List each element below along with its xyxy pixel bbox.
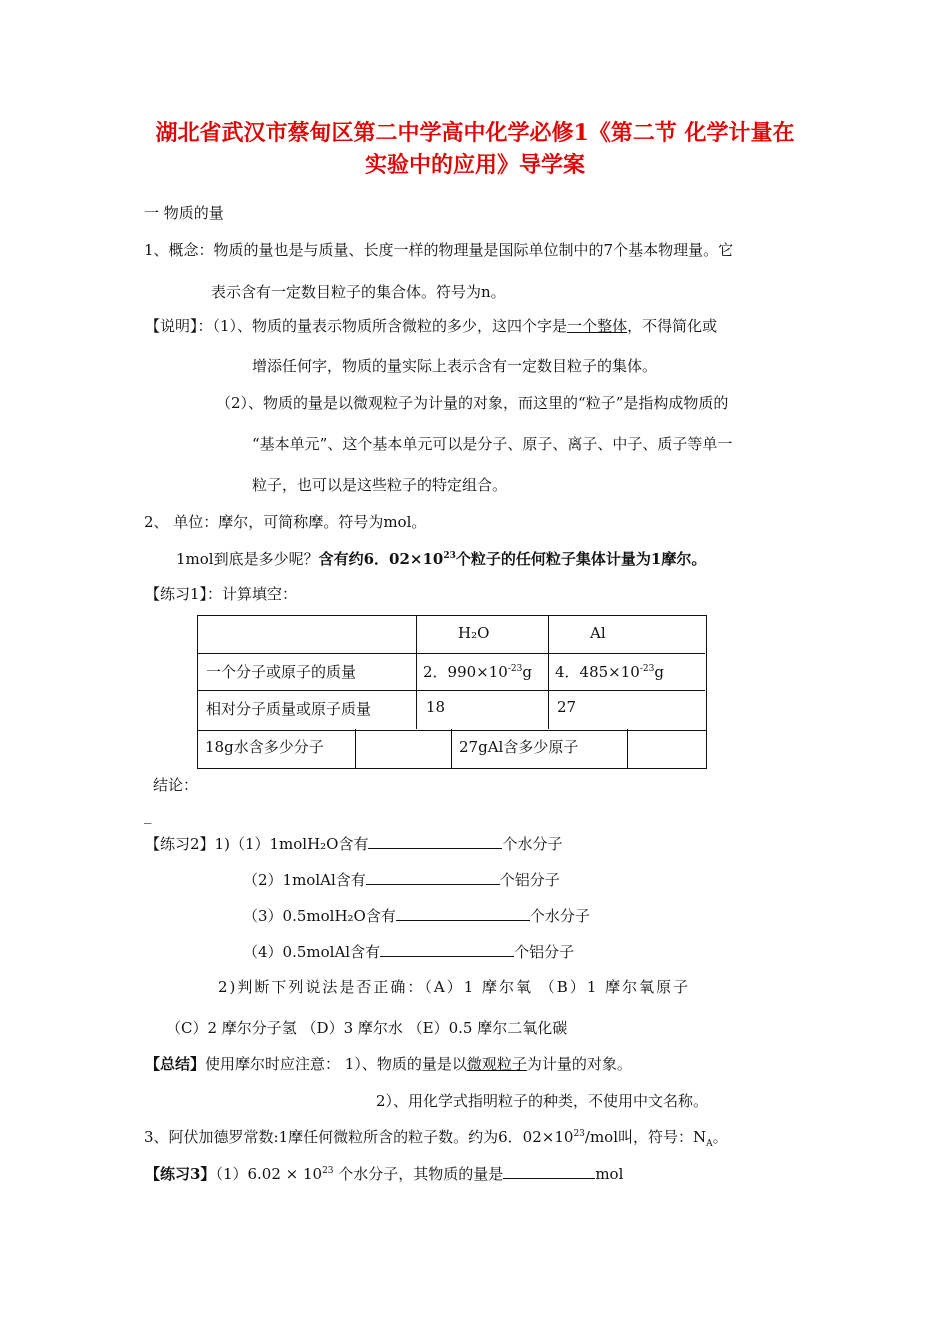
page-title-line2: 实验中的应用》导学案 <box>364 152 585 178</box>
exercise2-judge-line1: 2)判断下列说法是否正确：（A）1 摩尔氧 （B）1 摩尔氧原子 <box>218 978 691 996</box>
note-line1 <box>145 317 717 335</box>
exercise3-label: 【练习3】 <box>145 1165 216 1183</box>
note-p1-pre: （1）、物质的量表示物质所含微粒的多少，这四个字是 <box>212 317 568 335</box>
answer-blank[interactable] <box>503 1164 595 1179</box>
note-p2-line2: “基本单元”、这个基本单元可以是分子、原子、离子、中子、质子等单一 <box>252 435 733 453</box>
summary-underline: 微观粒子 <box>466 1055 527 1073</box>
answer-blank[interactable] <box>366 870 500 885</box>
unit-line: 2、 单位：摩尔，可简称摩。符号为mol。 <box>144 513 427 531</box>
table-row2-al: 27 <box>557 698 577 716</box>
concept-line1 <box>144 241 733 259</box>
answer-blank[interactable] <box>380 942 514 957</box>
exercise2-q3: （3）0.5molH₂O含有 个水分子 <box>243 907 590 925</box>
exercise2-q4: （4）0.5molAl含有 个铝分子 <box>243 943 575 961</box>
note-p1-post: ，不得简化或 <box>627 317 718 335</box>
unit-question-line <box>176 550 706 568</box>
exercise2-q2: （2）1molAl含有 个铝分子 <box>243 871 560 889</box>
conclusion-label: 结论： <box>153 776 199 794</box>
answer-blank[interactable] <box>396 906 530 921</box>
unit-question: 1mol到底是多少呢？ <box>176 550 319 568</box>
conclusion-dash: _ <box>144 806 152 824</box>
answer-blank[interactable] <box>368 834 502 849</box>
table-row3-right: 27gAl含多少原子 <box>459 738 579 756</box>
concept-line2: 表示含有一定数目粒子的集合体。符号为n。 <box>211 283 506 301</box>
table-row1-label: 一个分子或原子的质量 <box>206 663 357 681</box>
exercise1-label: 【练习1】：计算填空： <box>145 585 298 603</box>
note-p1-underline: 一个整体 <box>567 317 628 335</box>
note-p2-line1: （2）、物质的量是以微观粒子为计量的对象，而这里的“粒子”是指构成物质的 <box>216 394 729 412</box>
table-row1-al: 4．$485\times 10^{-23}g$ <box>555 663 664 681</box>
exercise2-label: 【练习2】 <box>145 835 215 853</box>
note-p2-line3: 粒子，也可以是这些粒子的特定组合。 <box>252 476 508 494</box>
unit-def-pre: 含有约6．02×10 <box>318 550 444 568</box>
table-row2-h2o: 18 <box>426 698 446 716</box>
table-row1-h2o: 2．$990\times 10^{-23}g$ <box>423 663 532 681</box>
summary-line1: 【总结】使用摩尔时应注意： 1）、物质的量是以微观粒子为计量的对象。 <box>145 1055 632 1073</box>
unit-def-sup: 23 <box>443 551 456 561</box>
note-label: 【说明】： <box>145 317 213 335</box>
note-p1-line2: 增添任何字，物质的量实际上表示含有一定数目粒子的集体。 <box>252 357 658 375</box>
exercise2-q1: 【练习2】1)（1）1molH₂O含有 个水分子 <box>145 835 563 853</box>
table-col-h2o: H₂O <box>458 624 490 642</box>
unit-def-post: 个粒子的任何粒子集体计量为1摩尔。 <box>455 550 707 568</box>
concept-label: 1、概念： <box>144 241 214 259</box>
avogadro-line: 3、阿伏加德罗常数:1摩任何微粒所含的粒子数。约为6．$02\times 10^{23}$/mol叫，符号：$N_A$。 <box>144 1128 728 1149</box>
exercise2-judge-line2: （C）2 摩尔分子氢 （D）3 摩尔水 （E）0.5 摩尔二氧化碳 <box>166 1019 568 1037</box>
concept-text1: 物质的量也是与质量、长度一样的物理量是国际单位制中的7个基本物理量。它 <box>213 241 734 259</box>
table-row2-label: 相对分子质量或原子质量 <box>206 700 372 718</box>
summary-label: 【总结】 <box>145 1055 206 1073</box>
table-row3-left: 18g水含多少分子 <box>205 738 324 756</box>
exercise3-line: 【练习3】$(1)6.02 \times 10^{23}$ 个水分子，其物质的量是 mol <box>145 1165 624 1183</box>
page-title-line1: 湖北省武汉市蔡甸区第二中学高中化学必修1《第二节 化学计量在 <box>155 120 795 146</box>
section-heading: 一 物质的量 <box>144 204 224 222</box>
table-col-al: Al <box>590 624 606 642</box>
summary-line2: 2）、用化学式指明粒子的种类，不使用中文名称。 <box>376 1092 709 1110</box>
